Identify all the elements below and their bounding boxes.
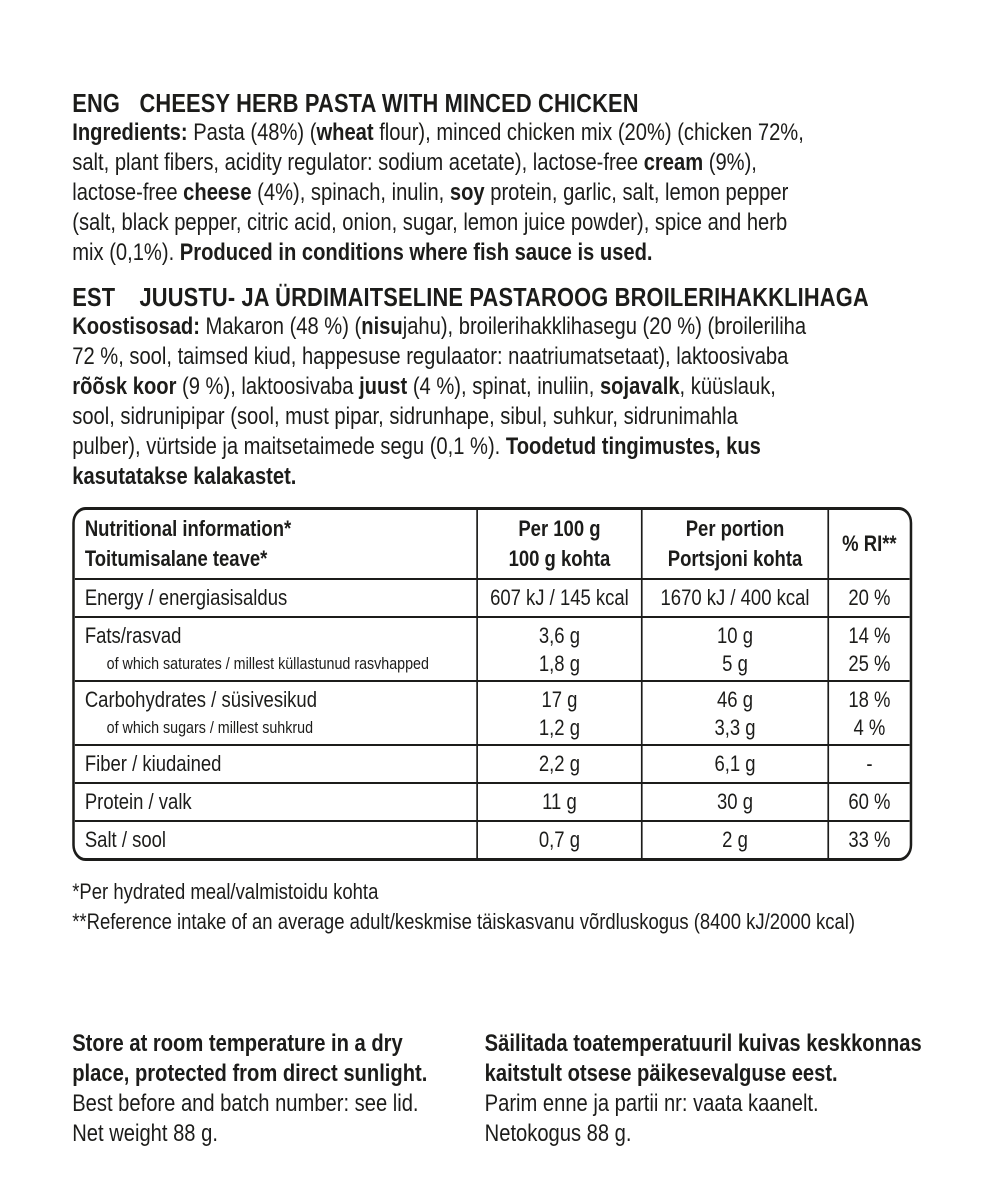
nutrient-label: Fiber / kiudained [84,751,222,776]
section-eng [72,88,1001,268]
nutrient-label: Protein / valk [84,789,192,814]
value-per-100g: 0,7 g [538,827,580,852]
storage-info-est [485,1029,1001,1149]
text-line [485,1029,1001,1059]
storage-info-eng [72,1029,484,1149]
header-line: Toitumisalane teave* [84,546,268,571]
cell-ri [827,822,909,858]
text-segment: , küüslauk, [679,373,776,400]
text-segment: flour), minced chicken mix (20%) (chicken 72%, [373,119,804,146]
cell-nutrient [75,682,477,744]
text-segment: Best before and batch number: see lid. [72,1090,419,1117]
cell-per-portion [641,784,827,820]
language-code-est: EST [72,282,116,312]
value-per-portion-sub: 5 g [722,651,748,676]
text-segment-bold: soy [449,179,485,206]
text-segment: lactose-free [72,179,184,206]
cell-ri [827,682,909,744]
storage-section [72,1029,1001,1149]
value-per-100g-sub: 1,8 g [538,651,580,676]
text-segment: salt, plant fibers, acidity regulator: sodium acetate), lactose-free [72,149,644,176]
value-per-100g: 17 g [541,687,578,712]
text-segment-bold: rõõsk koor [72,373,177,400]
product-title-row-eng [72,88,1001,118]
text-line [72,1089,484,1119]
text-segment: pulber), vürtside ja maitsetaimede segu (0,1 %). [72,433,506,460]
value-per-100g: 11 g [542,789,577,814]
text-segment: (9 %), laktoosivaba [176,373,360,400]
text-line [72,312,1001,342]
text-segment-bold: Ingredients: [72,119,194,146]
nutrition-row-carbohydrates [75,680,910,744]
text-line [72,402,1001,432]
nutrition-row-fiber [75,744,910,782]
text-segment-bold: Säilitada toatemperatuuril kuivas keskkonnas [484,1030,922,1057]
header-line: % RI** [842,531,897,556]
cell-per-portion [641,822,827,858]
value-per-portion: 30 g [717,789,753,814]
header-line: Per 100 g [518,516,601,541]
text-segment-bold: wheat [316,119,374,146]
text-segment-bold: Toodetud tingimustes, kus [505,433,761,460]
header-cell-nutrient [75,510,477,578]
ingredients-eng [72,118,1001,268]
value-ri: 18 % [848,687,891,712]
text-segment: protein, garlic, salt, lemon pepper [484,179,789,206]
value-per-100g: 3,6 g [538,623,580,648]
text-line [72,148,1001,178]
table-header-row [75,510,910,578]
nutrient-label: Energy / energiasisaldus [84,585,288,610]
text-segment-bold: cream [643,149,704,176]
text-line [72,1029,484,1059]
value-ri: 60 % [848,789,891,814]
nutrition-row-protein [75,782,910,820]
cell-per-100g [476,746,641,782]
value-ri-sub: 4 % [853,715,886,740]
text-segment: mix (0,1%). [72,239,180,266]
footnote-reference-intake: **Reference intake of an average adult/keskmise täiskasvanu võrdluskogus (8400 kJ/2000 kcal) [72,909,856,934]
text-line [72,462,1001,492]
nutrient-label: Salt / sool [84,827,166,852]
text-line [72,178,1001,208]
nutrient-label: Fats/rasvad [84,623,182,648]
nutrition-row-fats [75,616,910,680]
text-segment: (salt, black pepper, citric acid, onion, sugar, lemon juice powder), spice and herb [72,209,788,236]
cell-per-100g [476,784,641,820]
text-segment-bold: kasutatakse kalakastet. [72,463,297,490]
text-segment-bold: sojavalk [599,373,680,400]
text-segment-bold: Koostisosad: [72,313,206,340]
value-per-100g: 607 kJ / 145 kcal [490,585,629,610]
value-per-portion: 2 g [722,827,748,852]
value-ri: - [866,751,873,776]
product-title-row-est [72,282,1001,312]
header-cell-per-portion [641,510,827,578]
value-per-portion-sub: 3,3 g [714,715,756,740]
product-title-est: JUUSTU- JA ÜRDIMAITSELINE PASTAROOG BROILERIHAKKLIHAGA [139,282,869,312]
nutrition-table [72,507,912,861]
text-line [72,1119,484,1149]
cell-per-100g [476,822,641,858]
text-segment: jahu), broilerihakklihasegu (20 %) (broileriliha [402,313,807,340]
cell-nutrient [75,784,477,820]
text-line [485,1059,1001,1089]
cell-nutrient [75,746,477,782]
text-line [485,1089,1001,1119]
cell-nutrient [75,822,477,858]
text-line [72,342,1001,372]
text-line [72,372,1001,402]
text-segment: 72 %, sool, taimsed kiud, happesuse regulaator: naatriumatsetaat), laktoosivaba [72,343,789,370]
nutrient-label: Carbohydrates / süsivesikud [84,687,317,712]
text-line [72,118,1001,148]
text-segment: Parim enne ja partii nr: vaata kaanelt. [484,1090,819,1117]
header-line: Nutritional information* [84,516,292,541]
cell-ri [827,580,909,616]
text-segment: sool, sidrunipipar (sool, must pipar, sidrunhape, sibul, suhkur, sidrunimahla [72,403,738,430]
section-est [72,282,1001,492]
text-segment: Pasta (48%) ( [193,119,317,146]
nutrient-sublabel: of which sugars / millest suhkrud [106,718,314,737]
text-line [72,208,1001,238]
cell-per-100g [476,580,641,616]
cell-ri [827,618,909,680]
product-title-eng: CHEESY HERB PASTA WITH MINCED CHICKEN [139,88,639,118]
cell-per-portion [641,618,827,680]
footnote-hydrated-meal: *Per hydrated meal/valmistoidu kohta [72,879,379,904]
value-per-portion: 1670 kJ / 400 kcal [660,585,810,610]
text-segment: Makaron (48 %) ( [205,313,362,340]
value-per-100g: 2,2 g [538,751,580,776]
text-segment-bold: nisu [361,313,403,340]
text-line [485,1119,1001,1149]
value-per-portion: 46 g [717,687,753,712]
cell-per-portion [641,746,827,782]
value-per-portion: 10 g [717,623,753,648]
header-cell-ri [827,510,909,578]
text-line [72,238,1001,268]
text-line [72,432,1001,462]
header-line: Per portion [685,516,785,541]
cell-per-100g [476,618,641,680]
text-segment-bold: place, protected from direct sunlight. [72,1060,428,1087]
language-code-eng: ENG [72,88,121,118]
value-ri: 33 % [848,827,891,852]
cell-nutrient [75,580,477,616]
header-line: Portsjoni kohta [667,546,803,571]
value-per-100g-sub: 1,2 g [538,715,580,740]
text-segment-bold: Produced in conditions where fish sauce is used. [179,239,653,266]
text-segment-bold: cheese [183,179,252,206]
ingredients-est [72,312,1001,492]
cell-nutrient [75,618,477,680]
nutrient-sublabel: of which saturates / millest küllastunud rasvhapped [106,654,429,673]
value-ri: 20 % [848,585,891,610]
cell-ri [827,784,909,820]
header-cell-per-100g [476,510,641,578]
cell-per-portion [641,682,827,744]
text-segment: Net weight 88 g. [72,1120,218,1147]
text-segment-bold: kaitstult otsese päikesevalguse eest. [484,1060,838,1087]
value-ri: 14 % [848,623,891,648]
text-line [72,1059,484,1089]
cell-per-portion [641,580,827,616]
text-segment: (4 %), spinat, inuliin, [407,373,600,400]
text-segment: (4%), spinach, inulin, [251,179,450,206]
text-segment: (9%), [703,149,757,176]
nutrition-row-salt [75,820,910,858]
text-segment-bold: juust [359,373,408,400]
value-per-portion: 6,1 g [714,751,756,776]
nutrition-row-energy [75,578,910,616]
footnotes [72,877,1001,937]
text-segment: Netokogus 88 g. [484,1120,632,1147]
cell-ri [827,746,909,782]
header-line: 100 g kohta [508,546,611,571]
value-ri-sub: 25 % [848,651,891,676]
cell-per-100g [476,682,641,744]
text-segment-bold: Store at room temperature in a dry [72,1030,403,1057]
